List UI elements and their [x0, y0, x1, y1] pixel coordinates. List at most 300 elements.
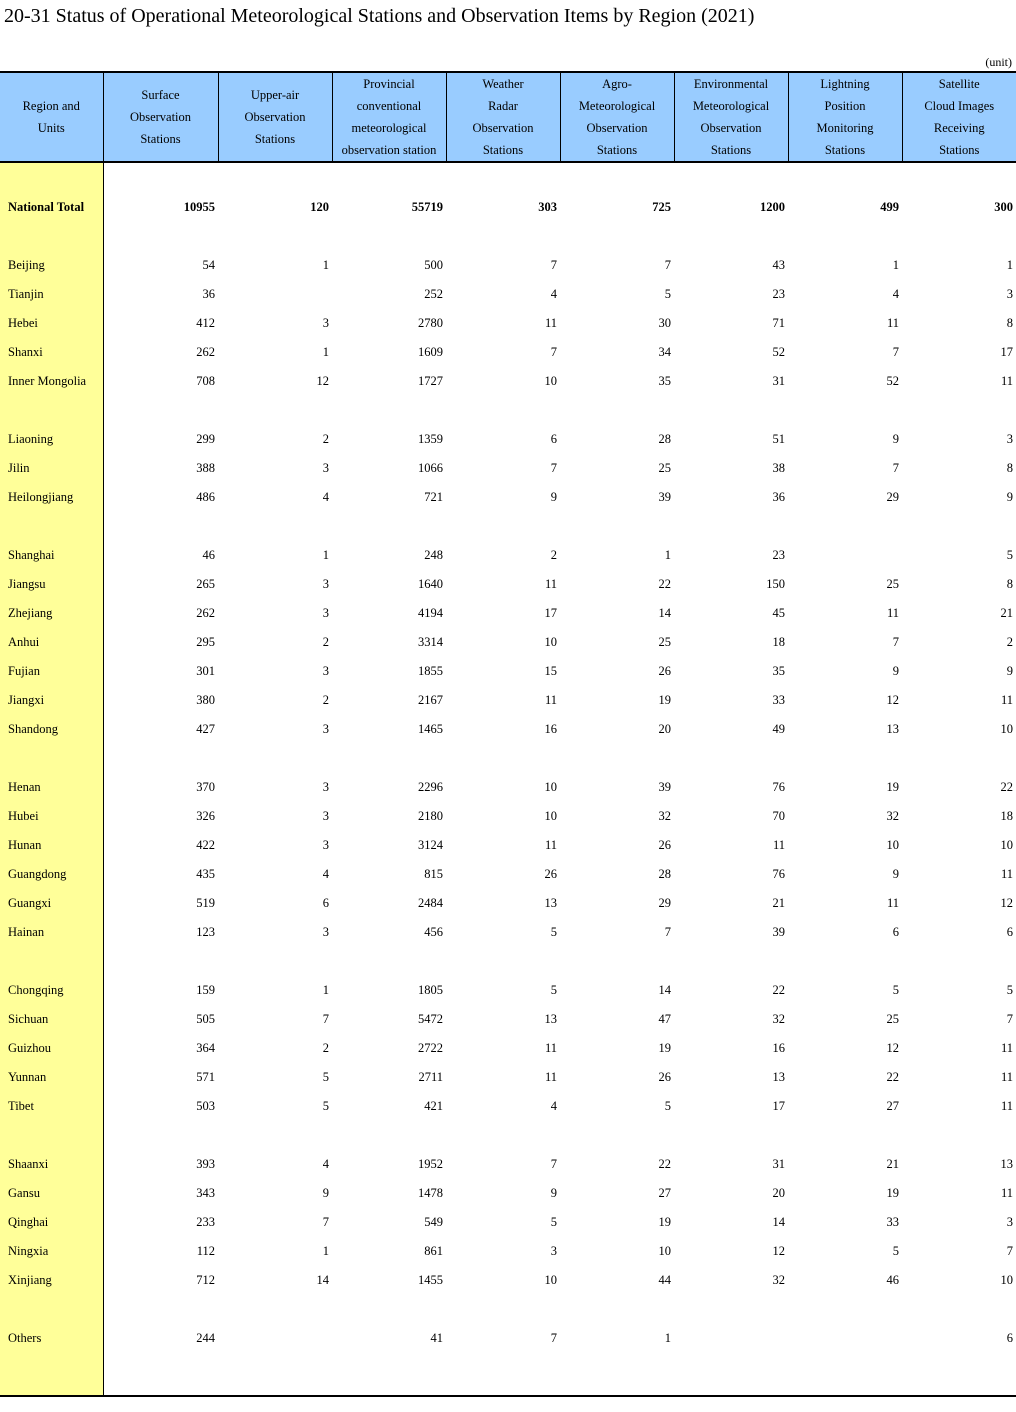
spacer-cell: [788, 512, 902, 541]
value-cell: 2: [322, 635, 329, 649]
value-cell: 10: [544, 635, 557, 649]
spacer-cell: [103, 396, 218, 425]
region-name: Jilin: [0, 454, 103, 483]
region-name: Henan: [0, 773, 103, 802]
spacer-cell: [446, 1295, 560, 1324]
value-cell: 46: [886, 1273, 899, 1287]
value-cell: 12: [772, 1244, 785, 1258]
value-cell: 4: [322, 490, 329, 504]
value-cell: 10: [1000, 838, 1013, 852]
spacer-cell: [0, 222, 103, 251]
column-header-line: Units: [37, 121, 65, 135]
value-cell: 412: [196, 316, 215, 330]
column-header: [103, 72, 218, 162]
region-name: Yunnan: [0, 1063, 103, 1092]
spacer-cell: [560, 1295, 674, 1324]
column-header-line: Stations: [596, 143, 638, 157]
value-cell: 11: [1000, 1041, 1013, 1055]
value-cell: 39: [658, 490, 671, 504]
table-row: [0, 802, 1016, 831]
value-cell: 9: [1006, 490, 1013, 504]
value-cell: 8: [1006, 461, 1013, 475]
value-cell: 725: [652, 200, 671, 214]
value-cell: 301: [196, 664, 215, 678]
region-name: Zhejiang: [0, 599, 103, 628]
column-header-line: Receiving: [933, 121, 985, 135]
spacer-cell: [0, 396, 103, 425]
value-cell: 11: [1000, 1186, 1013, 1200]
spacer-cell: [902, 512, 1016, 541]
spacer-cell: [788, 947, 902, 976]
spacer-cell: [788, 1295, 902, 1324]
value-cell: 8: [1006, 577, 1013, 591]
value-cell: 8: [1006, 316, 1013, 330]
region-name: Jiangsu: [0, 570, 103, 599]
value-cell: 19: [658, 1215, 671, 1229]
value-cell: 13: [544, 1012, 557, 1026]
region-name: Jiangxi: [0, 686, 103, 715]
value-cell: 35: [658, 374, 671, 388]
column-header: [674, 72, 788, 162]
spacer-cell: [103, 512, 218, 541]
spacer-cell: [446, 947, 560, 976]
value-cell: 3: [322, 722, 329, 736]
spacer-cell: [446, 1353, 560, 1396]
value-cell: 120: [310, 200, 329, 214]
region-name: Inner Mongolia: [0, 367, 103, 396]
value-cell: 7: [550, 1331, 557, 1345]
column-header-line: Stations: [482, 143, 524, 157]
spacer-cell: [674, 222, 788, 251]
value-cell: 12: [316, 374, 329, 388]
value-cell: 17: [772, 1099, 785, 1113]
value-cell: 1200: [760, 200, 785, 214]
value-cell: 5: [1006, 548, 1013, 562]
column-header-line: meteorological: [351, 121, 427, 135]
value-cell: 7: [322, 1215, 329, 1229]
spacer-cell: [218, 744, 332, 773]
value-cell: 7: [550, 461, 557, 475]
value-cell: 3124: [418, 838, 443, 852]
value-cell: 14: [772, 1215, 785, 1229]
region-name: Heilongjiang: [0, 483, 103, 512]
spacer-cell: [103, 1353, 218, 1396]
value-cell: 295: [196, 635, 215, 649]
value-cell: 30: [658, 316, 671, 330]
value-cell: 10: [1000, 722, 1013, 736]
column-header-line: Radar: [488, 99, 518, 113]
value-cell: 22: [1000, 780, 1013, 794]
value-cell: 3: [322, 461, 329, 475]
spacer-cell: [332, 222, 446, 251]
value-cell: 456: [424, 925, 443, 939]
value-cell: 36: [202, 287, 215, 301]
table-row: [0, 570, 1016, 599]
spacer-cell: [446, 396, 560, 425]
value-cell: 7: [892, 635, 899, 649]
value-cell: 13: [1000, 1157, 1013, 1171]
region-name: Tibet: [0, 1092, 103, 1121]
value-cell: 52: [886, 374, 899, 388]
value-cell: 39: [658, 780, 671, 794]
value-cell: 25: [886, 577, 899, 591]
spacer-cell: [0, 947, 103, 976]
spacer-cell: [788, 1121, 902, 1150]
region-name: Shanxi: [0, 338, 103, 367]
region-name: Hunan: [0, 831, 103, 860]
column-header-line: Upper-air: [250, 88, 300, 102]
value-cell: 1640: [418, 577, 443, 591]
value-cell: 17: [544, 606, 557, 620]
value-cell: 2: [322, 1041, 329, 1055]
table-row: [0, 831, 1016, 860]
spacer-cell: [446, 162, 560, 193]
value-cell: 19: [886, 1186, 899, 1200]
table-row: [0, 251, 1016, 280]
column-header-line: Monitoring: [816, 121, 874, 135]
value-cell: 14: [658, 606, 671, 620]
value-cell: 6: [1006, 925, 1013, 939]
value-cell: 7: [322, 1012, 329, 1026]
value-cell: 5: [322, 1070, 329, 1084]
column-header: [332, 72, 446, 162]
value-cell: 11: [1000, 374, 1013, 388]
value-cell: 3: [1006, 1215, 1013, 1229]
value-cell: 500: [424, 258, 443, 272]
column-header-line: conventional: [356, 99, 422, 113]
value-cell: 3: [550, 1244, 557, 1258]
value-cell: 28: [658, 432, 671, 446]
spacer-cell: [560, 512, 674, 541]
spacer-cell: [674, 162, 788, 193]
value-cell: 26: [544, 867, 557, 881]
spacer-cell: [103, 1121, 218, 1150]
value-cell: [218, 1324, 332, 1353]
value-cell: 9: [550, 1186, 557, 1200]
value-cell: 29: [658, 896, 671, 910]
spacer-row: [0, 222, 1016, 251]
spacer-cell: [446, 512, 560, 541]
region-name: Liaoning: [0, 425, 103, 454]
value-cell: 35: [772, 664, 785, 678]
value-cell: 43: [772, 258, 785, 272]
region-name: Others: [0, 1324, 103, 1353]
value-cell: 25: [886, 1012, 899, 1026]
spacer-cell: [103, 947, 218, 976]
column-header-line: Observation: [244, 110, 306, 124]
value-cell: 1: [322, 258, 329, 272]
value-cell: 16: [772, 1041, 785, 1055]
column-header-line: Position: [824, 99, 866, 113]
value-cell: 3: [322, 577, 329, 591]
value-cell: 22: [772, 983, 785, 997]
value-cell: 34: [658, 345, 671, 359]
column-header-line: Observation: [472, 121, 534, 135]
value-cell: 5: [664, 287, 671, 301]
spacer-cell: [218, 222, 332, 251]
value-cell: 47: [658, 1012, 671, 1026]
column-header: [902, 72, 1016, 162]
value-cell: 26: [658, 838, 671, 852]
value-cell: 2484: [418, 896, 443, 910]
value-cell: 26: [658, 664, 671, 678]
value-cell: 19: [886, 780, 899, 794]
table-row: [0, 976, 1016, 1005]
region-name: Chongqing: [0, 976, 103, 1005]
value-cell: 11: [1000, 867, 1013, 881]
value-cell: 11: [544, 693, 557, 707]
column-header-line: Cloud Images: [924, 99, 995, 113]
value-cell: 499: [880, 200, 899, 214]
value-cell: 18: [772, 635, 785, 649]
spacer-cell: [788, 396, 902, 425]
spacer-cell: [674, 396, 788, 425]
value-cell: 19: [658, 693, 671, 707]
column-header-line: Region and: [22, 99, 80, 113]
spacer-cell: [446, 744, 560, 773]
value-cell: 1465: [418, 722, 443, 736]
spacer-cell: [332, 1121, 446, 1150]
value-cell: 7: [550, 345, 557, 359]
value-cell: 388: [196, 461, 215, 475]
value-cell: 712: [196, 1273, 215, 1287]
value-cell: 11: [544, 1070, 557, 1084]
spacer-cell: [560, 947, 674, 976]
value-cell: 2780: [418, 316, 443, 330]
column-header: [0, 72, 103, 162]
column-header-line: Provincial: [363, 77, 415, 91]
value-cell: 4: [322, 1157, 329, 1171]
spacer-cell: [902, 1121, 1016, 1150]
spacer-cell: [902, 1295, 1016, 1324]
region-name: Sichuan: [0, 1005, 103, 1034]
value-cell: 5: [550, 1215, 557, 1229]
value-cell: 343: [196, 1186, 215, 1200]
value-cell: 11: [1000, 1099, 1013, 1113]
value-cell: 1: [1006, 258, 1013, 272]
value-cell: 27: [658, 1186, 671, 1200]
spacer-cell: [218, 1121, 332, 1150]
spacer-cell: [788, 162, 902, 193]
value-cell: 1478: [418, 1186, 443, 1200]
value-cell: 2711: [418, 1070, 443, 1084]
value-cell: 25: [658, 635, 671, 649]
spacer-cell: [674, 1121, 788, 1150]
value-cell: 2: [1006, 635, 1013, 649]
value-cell: 1609: [418, 345, 443, 359]
spacer-cell: [446, 222, 560, 251]
value-cell: 7: [892, 461, 899, 475]
value-cell: 16: [544, 722, 557, 736]
value-cell: 2: [322, 432, 329, 446]
value-cell: 2296: [418, 780, 443, 794]
value-cell: 15: [544, 664, 557, 678]
value-cell: 10: [544, 1273, 557, 1287]
value-cell: 505: [196, 1012, 215, 1026]
spacer-cell: [332, 396, 446, 425]
value-cell: 549: [424, 1215, 443, 1229]
column-header-line: Observation: [129, 110, 192, 124]
table-row: [0, 1179, 1016, 1208]
value-cell: 31: [772, 1157, 785, 1171]
region-name: Guizhou: [0, 1034, 103, 1063]
column-header-line: Stations: [254, 132, 296, 146]
value-cell: 19: [658, 1041, 671, 1055]
value-cell: 3: [322, 809, 329, 823]
value-cell: 1: [322, 548, 329, 562]
value-cell: 7: [1006, 1244, 1013, 1258]
value-cell: 5: [550, 925, 557, 939]
spacer-cell: [332, 1353, 446, 1396]
value-cell: 5: [1006, 983, 1013, 997]
value-cell: 393: [196, 1157, 215, 1171]
spacer-cell: [674, 1295, 788, 1324]
value-cell: 861: [424, 1244, 443, 1258]
column-header-line: observation station: [341, 143, 437, 157]
spacer-cell: [674, 512, 788, 541]
value-cell: 39: [772, 925, 785, 939]
region-name: Gansu: [0, 1179, 103, 1208]
value-cell: 13: [886, 722, 899, 736]
region-name: Fujian: [0, 657, 103, 686]
column-header-line: Lightning: [820, 77, 870, 91]
spacer-cell: [332, 162, 446, 193]
value-cell: 1: [892, 258, 899, 272]
column-header: [446, 72, 560, 162]
value-cell: 9: [892, 432, 899, 446]
value-cell: 3314: [418, 635, 443, 649]
value-cell: 2722: [418, 1041, 443, 1055]
value-cell: 21: [772, 896, 785, 910]
value-cell: 6: [892, 925, 899, 939]
value-cell: 10: [658, 1244, 671, 1258]
spacer-cell: [902, 947, 1016, 976]
table-row: [0, 454, 1016, 483]
value-cell: 29: [886, 490, 899, 504]
value-cell: 3: [322, 838, 329, 852]
spacer-cell: [0, 1353, 103, 1396]
value-cell: 11: [1000, 693, 1013, 707]
value-cell: [788, 541, 902, 570]
value-cell: 262: [196, 345, 215, 359]
spacer-cell: [788, 1353, 902, 1396]
spacer-row: [0, 396, 1016, 425]
value-cell: 7: [664, 258, 671, 272]
value-cell: 1: [664, 1331, 671, 1345]
value-cell: 51: [772, 432, 785, 446]
region-name: Hainan: [0, 918, 103, 947]
region-name: Shaanxi: [0, 1150, 103, 1179]
value-cell: 9: [892, 867, 899, 881]
value-cell: 3: [322, 664, 329, 678]
column-header-line: Stations: [939, 143, 980, 157]
value-cell: 4: [892, 287, 899, 301]
value-cell: 9: [322, 1186, 329, 1200]
value-cell: 5: [322, 1099, 329, 1113]
table-row: [0, 860, 1016, 889]
spacer-cell: [902, 396, 1016, 425]
value-cell: 41: [430, 1331, 443, 1345]
table-row: [0, 889, 1016, 918]
value-cell: 11: [544, 316, 557, 330]
spacer-cell: [674, 947, 788, 976]
column-header: [788, 72, 902, 162]
value-cell: 252: [424, 287, 443, 301]
value-cell: 503: [196, 1099, 215, 1113]
value-cell: 815: [424, 867, 443, 881]
region-name: Guangxi: [0, 889, 103, 918]
value-cell: 76: [772, 867, 785, 881]
value-cell: 5: [892, 1244, 899, 1258]
spacer-cell: [218, 162, 332, 193]
value-cell: 421: [424, 1099, 443, 1113]
value-cell: 5: [664, 1099, 671, 1113]
value-cell: 364: [196, 1041, 215, 1055]
spacer-cell: [902, 744, 1016, 773]
value-cell: 5: [550, 983, 557, 997]
value-cell: 32: [772, 1012, 785, 1026]
table-row: [0, 425, 1016, 454]
table-header: [0, 72, 1016, 162]
value-cell: 1: [322, 983, 329, 997]
value-cell: 427: [196, 722, 215, 736]
table-row: [0, 715, 1016, 744]
region-name: Qinghai: [0, 1208, 103, 1237]
region-name: Shandong: [0, 715, 103, 744]
region-name: Xinjiang: [0, 1266, 103, 1295]
spacer-cell: [103, 222, 218, 251]
value-cell: 159: [196, 983, 215, 997]
value-cell: 233: [196, 1215, 215, 1229]
value-cell: 21: [1000, 606, 1013, 620]
page-title: 20-31 Status of Operational Meteorological Stations and Observation Items by Region (2021): [4, 5, 755, 27]
spacer-row: [0, 512, 1016, 541]
spacer-cell: [332, 1295, 446, 1324]
table-row: [0, 773, 1016, 802]
stations-table: [0, 71, 1016, 1397]
value-cell: 3: [322, 606, 329, 620]
spacer-cell: [560, 1353, 674, 1396]
table-row: [0, 657, 1016, 686]
value-cell: 112: [196, 1244, 215, 1258]
spacer-cell: [332, 947, 446, 976]
spacer-row: [0, 947, 1016, 976]
value-cell: 32: [886, 809, 899, 823]
value-cell: 262: [196, 606, 215, 620]
spacer-cell: [0, 1121, 103, 1150]
value-cell: 10955: [183, 200, 215, 214]
value-cell: 123: [196, 925, 215, 939]
spacer-cell: [560, 744, 674, 773]
value-cell: 519: [196, 896, 215, 910]
region-name: Beijing: [0, 251, 103, 280]
value-cell: 150: [766, 577, 785, 591]
spacer-cell: [674, 1353, 788, 1396]
region-name: National Total: [0, 193, 103, 222]
spacer-row: [0, 744, 1016, 773]
value-cell: 11: [772, 838, 785, 852]
spacer-row: [0, 1353, 1016, 1396]
value-cell: 370: [196, 780, 215, 794]
spacer-cell: [332, 512, 446, 541]
table-row: [0, 1324, 1016, 1353]
table-row: [0, 1150, 1016, 1179]
value-cell: 11: [544, 577, 557, 591]
value-cell: 3: [322, 925, 329, 939]
region-name: Hebei: [0, 309, 103, 338]
value-cell: 4194: [418, 606, 443, 620]
spacer-cell: [788, 222, 902, 251]
